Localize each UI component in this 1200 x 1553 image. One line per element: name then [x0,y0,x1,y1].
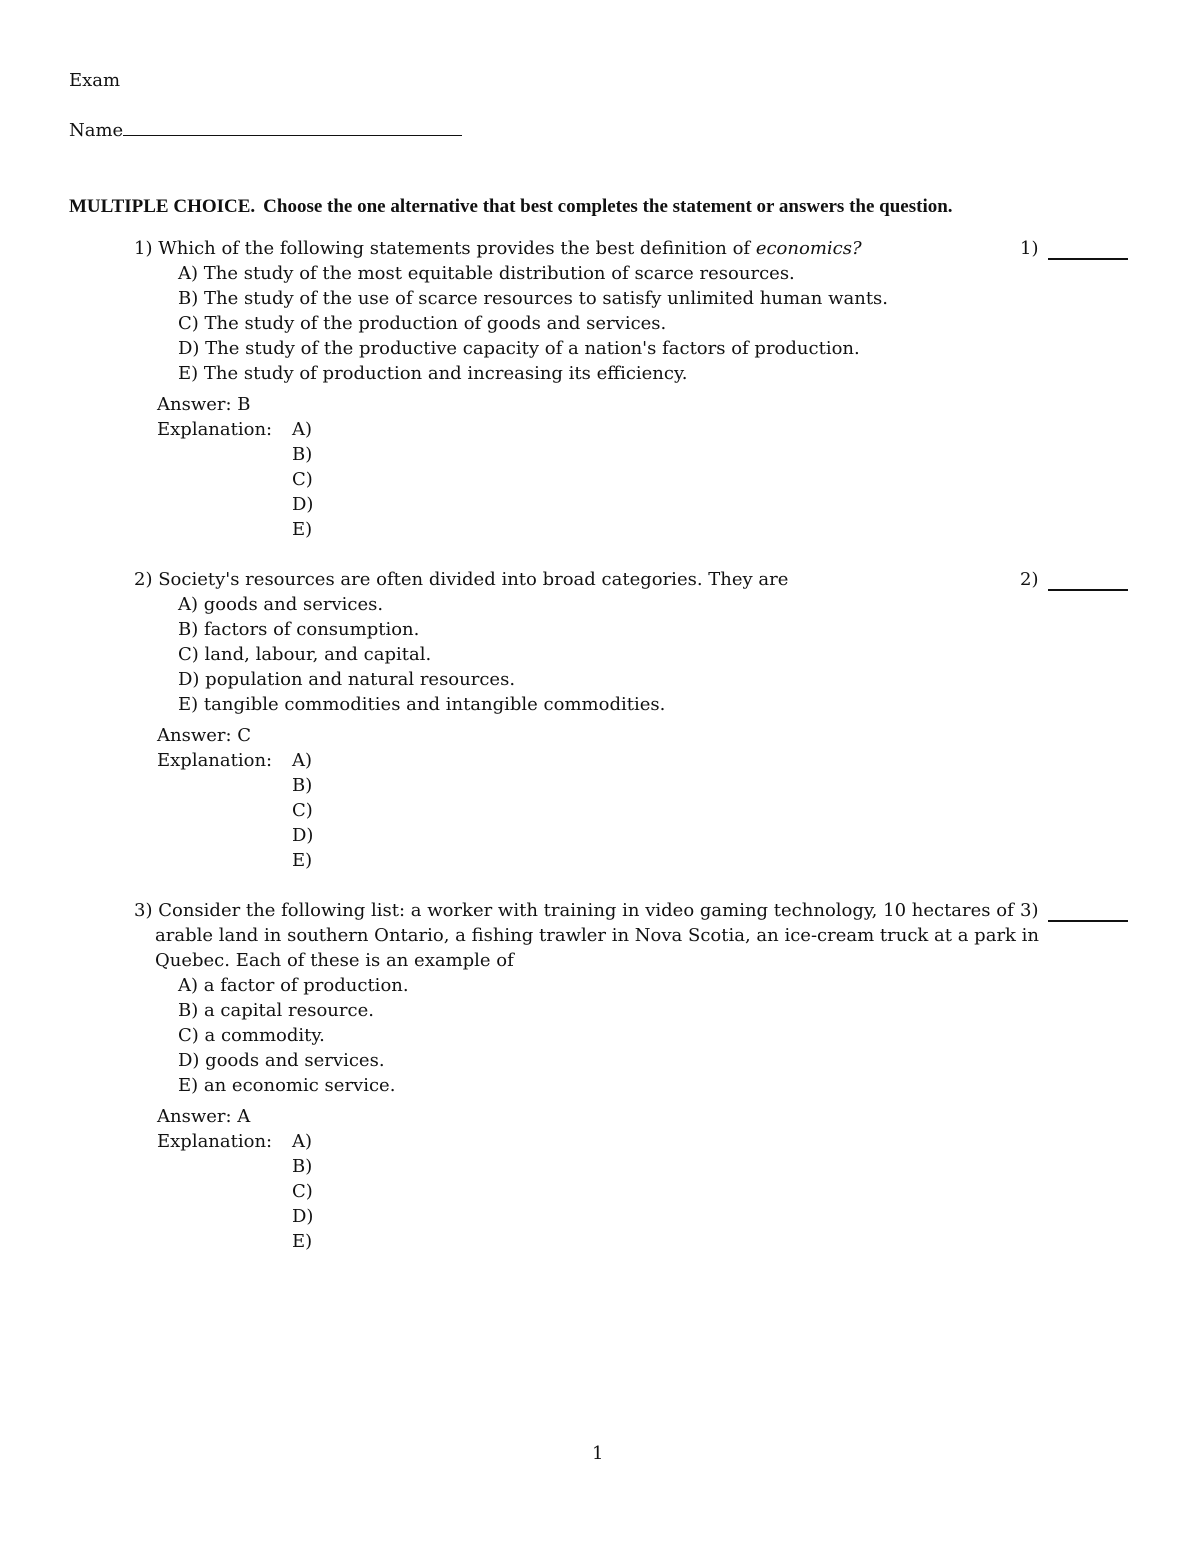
answer-value: C [237,725,252,746]
question-number: 1) [134,238,153,259]
option-e[interactable]: E) tangible commodities and intangible commodities. [178,694,666,715]
answer-label: Answer: [157,1106,232,1127]
answer-label: Answer: [157,725,232,746]
option-e[interactable]: E) an economic service. [178,1075,396,1096]
option-a[interactable]: A) a factor of production. [178,975,409,996]
question-1-stem [134,236,994,261]
explanation-letter: A) [292,750,313,771]
answer-blank[interactable] [1048,904,1128,922]
question-3-stem-line-1 [134,898,1014,923]
option-d[interactable]: D) goods and services. [178,1050,385,1071]
explanation-letter: B) [292,775,313,796]
answer-value: B [237,394,251,415]
side-question-number: 2) [1020,569,1039,590]
explanation-letter: E) [292,519,313,540]
option-c[interactable]: C) a commodity. [178,1025,325,1046]
question-text: arable land in southern Ontario, a fishing trawler in Nova Scotia, an ice-cream truck at a park in [155,925,1040,946]
option-c[interactable]: C) land, labour, and capital. [178,644,432,665]
explanation-letter: B) [292,444,313,465]
name-row [69,118,462,143]
option-b[interactable]: B) factors of consumption. [178,619,420,640]
name-field[interactable] [123,118,462,136]
page-title: Exam [69,70,121,91]
explanation-letter: B) [292,1156,313,1177]
explanation-label: Explanation: [157,419,273,440]
answer-blank[interactable] [1048,573,1128,591]
explanation-label: Explanation: [157,1131,273,1152]
explanation-letter: E) [292,850,313,871]
answer-value: A [237,1106,251,1127]
explanation-letter: D) [292,1206,314,1227]
question-text: Consider the following list: a worker with training in video gaming technology, 10 hectares of [158,900,1014,921]
answer-line [157,392,251,417]
instructions-text: Choose the one alternative that best completes the statement or answers the question. [263,196,953,217]
option-d[interactable]: D) population and natural resources. [178,669,516,690]
explanation-letter: E) [292,1231,313,1252]
explanation-letter: A) [292,1131,313,1152]
question-text: Which of the following statements provides the best definition of [158,238,751,259]
side-question-number: 1) [1020,238,1039,259]
explanation-letter: C) [292,800,313,821]
instructions [69,194,953,219]
option-c[interactable]: C) The study of the production of goods and services. [178,313,667,334]
answer-blank[interactable] [1048,242,1128,260]
explanation-letter: A) [292,419,313,440]
question-text: Quebec. Each of these is an example of [155,950,514,971]
question-number: 2) [134,569,153,590]
answer-line [157,1104,250,1129]
explanation-letter: C) [292,469,313,490]
option-a[interactable]: A) goods and services. [178,594,384,615]
option-b[interactable]: B) The study of the use of scarce resources to satisfy unlimited human wants. [178,288,889,309]
question-number: 3) [134,900,153,921]
option-e[interactable]: E) The study of production and increasing its efficiency. [178,363,688,384]
question-2-stem [134,567,994,592]
explanation-letter: D) [292,494,314,515]
answer-line [157,723,251,748]
option-b[interactable]: B) a capital resource. [178,1000,374,1021]
question-text-italic: economics? [755,238,862,259]
name-label: Name [69,120,124,141]
explanation-letter: C) [292,1181,313,1202]
explanation-label: Explanation: [157,750,273,771]
option-a[interactable]: A) The study of the most equitable distribution of scarce resources. [178,263,795,284]
side-question-number: 3) [1020,900,1039,921]
option-d[interactable]: D) The study of the productive capacity of a nation's factors of production. [178,338,860,359]
page-number: 1 [592,1443,604,1464]
section-heading: MULTIPLE CHOICE. [69,196,256,217]
answer-label: Answer: [157,394,232,415]
explanation-letter: D) [292,825,314,846]
question-text: Society's resources are often divided into broad categories. They are [158,569,789,590]
